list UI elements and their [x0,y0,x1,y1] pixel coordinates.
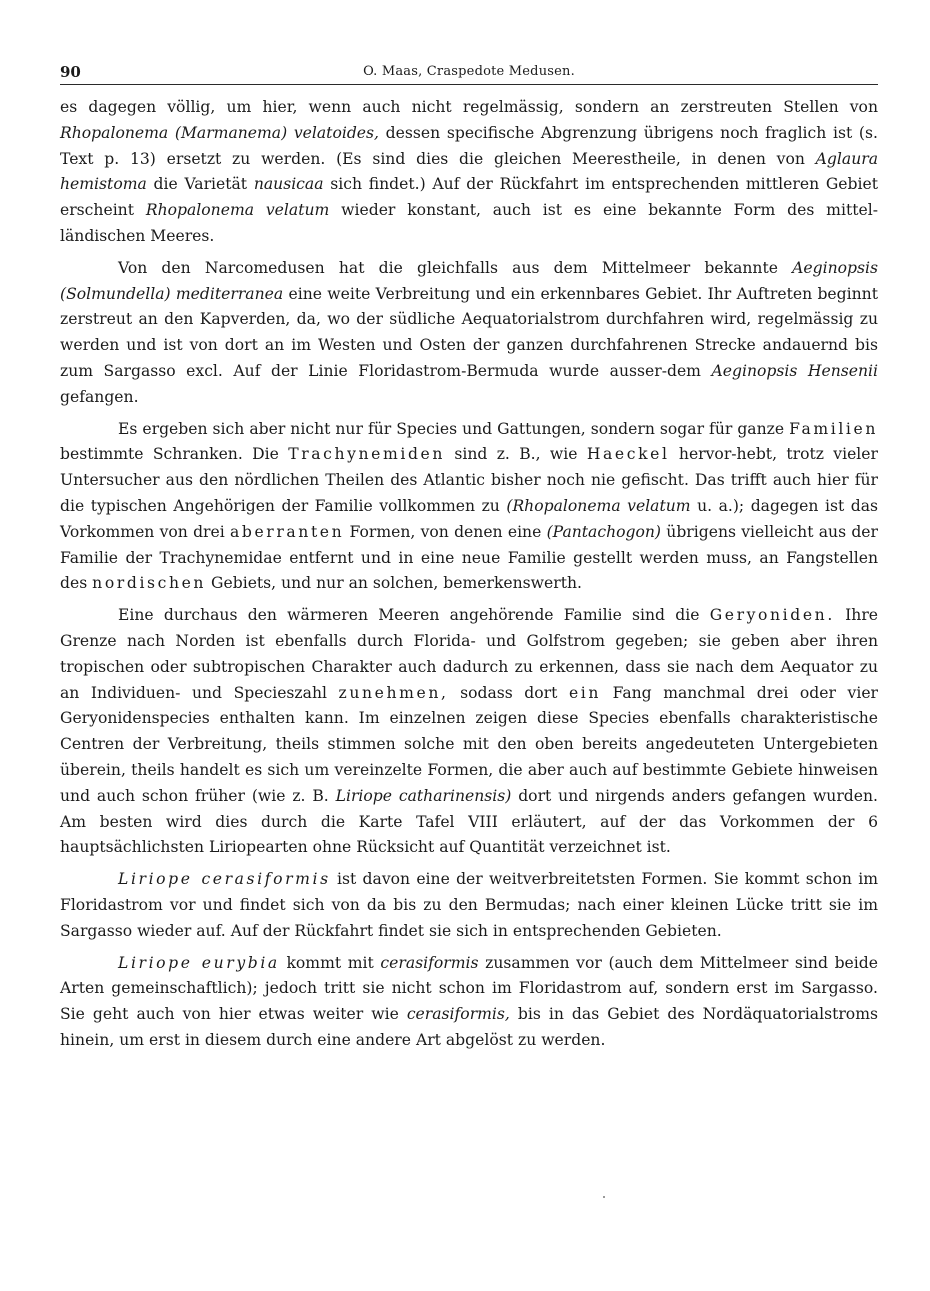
spaced-term: zunehmen, [338,683,449,702]
text-run: u. a.); dagegen ist das Vorkommen von drei [60,496,879,541]
italic-term: Aglaura hemistoma [60,149,878,194]
text-run: es dagegen völlig, um hier, wenn auch nicht regelmässig, sondern an zerstreuten Stellen von [60,98,878,116]
spaced-term: Trachynemiden [288,445,446,464]
italic-term: (Rhopalonema velatum [506,496,691,515]
paragraph [60,951,878,1054]
running-head [60,62,878,85]
italic-term: cerasiformis [380,953,479,972]
spaced-italic-term: Liriope cerasiformis [118,870,331,889]
text-run: dessen specifische Abgrenzung übrigens noch fraglich ist (s. Text p. 13) ersetzt zu werden. (Es sind dies die gleichen Meerestheile, in denen von [60,123,878,168]
text-run: Fang manchmal drei oder vier Geryonidenspecies enthalten kann. Im einzelnen zeigen diese Species ebenfalls charakteristische Centren der Verbreitung, theils stimmen solche mit den oben bereits angedeuteten Untergebieten überein, theils handelt es sich um vereinzelte Formen, die aber auch auf bestimmte Gebiete hinweisen und auch schon früher (wie z. B. [60,683,878,805]
italic-term: Rhopalonema (Marmanema) velatoides, [60,123,379,142]
text-run: ist davon eine der weitverbreitetsten Formen. Sie kommt schon im Floridastrom vor und findet sich von da bis zu den Bermudas; nach einer kleinen Lücke tritt sie im Sargasso wieder auf. Auf der Rückfahrt findet sie sich in entsprechenden Gebieten. [60,870,879,940]
text-run: übrigens vielleicht aus der Familie der Trachynemidae entfernt und in eine neue Familie gestellt werden muss, an Fangstellen des [60,522,878,593]
text-run: sind z. B., wie [445,445,587,464]
italic-term: (Pantachogon) [546,522,662,541]
spaced-italic-term: Liriope eurybia [118,953,280,972]
italic-term: cerasiformis, [406,1005,510,1024]
text-run: Von den Narcomedusen hat die gleichfalls aus dem Mittelmeer bekannte [118,258,793,277]
text-run: Formen, von denen eine [344,522,547,541]
text-run: bis in das Gebiet des Nordäquatorialstroms hinein, um erst in diesem durch eine andere Art abgelöst zu werden. [60,1005,878,1049]
paragraph [60,95,878,250]
paragraph [60,867,878,944]
text-run: Es ergeben sich aber nicht nur für Species und Gattungen, sondern sogar für ganze [118,419,790,438]
spaced-term: aberranten [229,522,345,541]
page-number: 90 [60,63,81,81]
italic-term: Liriope catharinensis) [335,786,512,805]
running-title: O. Maas, Craspedote Medusen. [363,64,575,79]
text-run: Gebiets, und nur an solchen, bemerkenswerth. [206,574,582,593]
paragraph [60,417,878,598]
text-run: kommt mit [279,953,381,972]
spaced-term: ein [568,683,602,702]
italic-term: Aeginopsis (Solmundella) mediterranea [60,258,878,303]
spaced-term: Haeckel [586,445,670,464]
italic-term: Rhopalonema velatum [145,201,330,220]
text-run: die Varietät [146,175,254,194]
text-run: bestimmte Schranken. Die [60,445,289,464]
text-run: dort und nirgends anders gefangen wurden. Am besten wird dies durch die Karte Tafel VIII erläutert, auf der das Vorkommen der 6 hauptsächlichsten Liriopearten ohne Rücksicht auf Quantität verzeichnet ist. [60,786,879,857]
text-run: eine weite Verbreitung und ein erkennbares Gebiet. Ihr Auftreten beginnt zerstreut an den Kapverden, da, wo der südliche Aequatorialstrom durchfahren wird, regelmässig zu werden und ist von dort an im Westen und Osten der ganzen durchfahrenen Strecke andauernd bis zum Sargasso excl. Auf der Linie Floridastrom-Bermuda wurde ausser-dem [60,284,878,380]
spaced-term: Geryoniden. [709,606,835,625]
italic-term: Aeginopsis Hensenii [711,361,878,380]
italic-term: nausicaa [253,175,324,194]
spaced-term: nordischen [92,574,207,593]
text-run: sodass dort [448,683,569,702]
text-run: hervor-hebt, trotz vieler Untersucher aus den nördlichen Theilen des Atlantic bisher noch nie gefischt. Das trifft auch hier für die typischen Angehörigen der Familie vollkommen zu [60,445,878,515]
paragraph [60,256,878,411]
spaced-term: Familien [789,419,878,438]
text-run: wieder konstant, auch ist es eine bekannte Form des mittel-ländischen Meeres. [60,201,878,245]
text-run: sich findet.) Auf der Rückfahrt im entsprechenden mittleren Gebiet erscheint [60,175,878,220]
body-text [60,95,878,1054]
text-run: Eine durchaus den wärmeren Meeren angehörende Familie sind die [118,606,710,625]
text-run: gefangen. [60,387,139,406]
paragraph [60,603,878,861]
text-run: zusammen vor (auch dem Mittelmeer sind beide Arten gemeinschaftlich); jedoch tritt sie nicht schon im Floridastrom auf, sondern erst im Sargasso. Sie geht auch von hier etwas weiter wie [60,953,878,1024]
text-run: Ihre Grenze nach Norden ist ebenfalls durch Florida- und Golfstrom gegeben; sie geben aber ihren tropischen oder subtropischen Charakter auch dadurch zu erkennen, dass sie nach dem Aequator zu an Individuen- und Specieszahl [60,606,879,702]
document-page [60,62,878,1060]
print-speck [603,1196,605,1198]
